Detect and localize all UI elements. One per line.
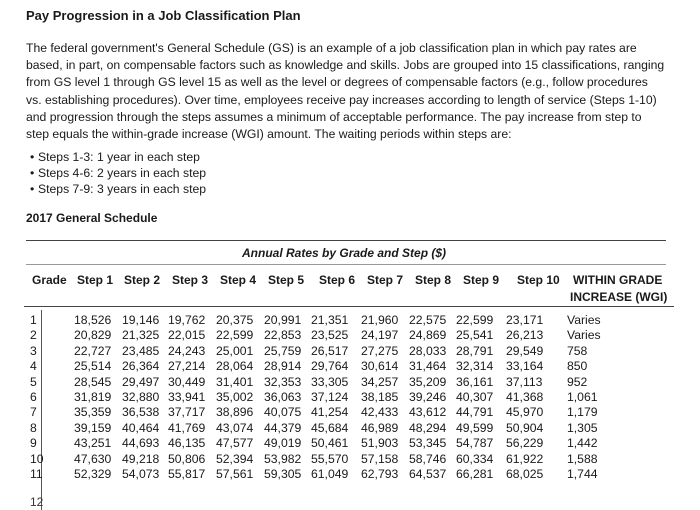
- header-grade: Grade: [32, 273, 67, 287]
- step-cell: 43,612: [409, 405, 447, 420]
- step-cell: 23,485: [122, 343, 160, 358]
- step-cell: 50,806: [168, 451, 206, 466]
- table-row: [0, 390, 700, 405]
- cutoff-row: [0, 495, 700, 510]
- wgi-cell: 1,305: [567, 420, 598, 435]
- step-cell: 26,517: [311, 343, 349, 358]
- step-cell: 28,545: [74, 374, 112, 389]
- step-cell: 24,243: [168, 343, 206, 358]
- divider: [24, 306, 674, 307]
- step-cell: 37,113: [506, 374, 543, 389]
- step-cell: 28,064: [216, 359, 254, 374]
- bullet-icon: •: [30, 182, 35, 197]
- step-cell: 33,305: [311, 374, 349, 389]
- step-cell: 22,015: [168, 328, 206, 343]
- step-cell: 52,394: [216, 451, 254, 466]
- bullet-icon: •: [30, 150, 35, 165]
- grade-cell: 5: [30, 374, 37, 389]
- step-cell: 25,541: [456, 328, 494, 343]
- header-step-2: Step 2: [124, 273, 161, 287]
- step-cell: 27,214: [168, 359, 206, 374]
- step-cell: 61,049: [311, 467, 349, 481]
- step-cell: 47,577: [216, 436, 254, 451]
- step-cell: 42,433: [361, 405, 399, 420]
- header-step-7: Step 7: [367, 273, 404, 287]
- step-cell: 49,599: [456, 420, 494, 435]
- step-cell: 44,379: [264, 420, 302, 435]
- step-cell: 20,991: [264, 313, 302, 327]
- step-cell: 68,025: [506, 467, 544, 481]
- wgi-cell: Varies: [567, 328, 601, 343]
- step-cell: 25,001: [216, 343, 254, 358]
- step-cell: 24,197: [361, 328, 399, 343]
- step-cell: 28,914: [264, 359, 302, 374]
- step-cell: 46,989: [361, 420, 399, 435]
- step-cell: 32,880: [122, 390, 160, 404]
- step-cell: 35,002: [216, 390, 254, 404]
- step-cell: 32,353: [264, 374, 302, 389]
- step-cell: 26,213: [506, 328, 544, 343]
- step-cell: 26,364: [122, 359, 160, 374]
- wgi-cell: 1,442: [567, 436, 598, 451]
- step-cell: 27,275: [361, 343, 399, 358]
- step-cell: 50,461: [311, 436, 349, 451]
- grade-cell: 1: [30, 313, 37, 327]
- divider: [26, 264, 666, 265]
- wgi-cell: 1,744: [567, 467, 598, 481]
- step-cell: 44,693: [122, 436, 160, 451]
- step-cell: 31,401: [216, 374, 254, 389]
- table-row: [0, 421, 700, 436]
- step-cell: 21,351: [311, 313, 349, 327]
- table-row: [0, 359, 700, 374]
- step-cell: 53,982: [264, 451, 302, 466]
- step-cell: 19,146: [122, 313, 160, 327]
- grade-cell: 8: [30, 420, 37, 435]
- step-cell: 30,614: [361, 359, 399, 374]
- step-cell: 49,019: [264, 436, 302, 451]
- step-cell: 57,158: [361, 451, 399, 466]
- table-row: [0, 405, 700, 420]
- header-wgi: WITHIN GRADE: [573, 273, 663, 287]
- step-cell: 41,769: [168, 420, 206, 435]
- step-cell: 51,903: [361, 436, 399, 451]
- step-cell: 66,281: [456, 467, 494, 481]
- step-cell: 39,246: [409, 390, 447, 404]
- grade-cell: 11: [30, 467, 43, 481]
- step-cell: 20,375: [216, 313, 254, 327]
- step-cell: 25,759: [264, 343, 302, 358]
- step-cell: 43,251: [74, 436, 112, 451]
- list-item: [26, 181, 674, 197]
- header-wgi-line2: INCREASE (WGI): [570, 290, 668, 304]
- table-row: [0, 313, 700, 328]
- step-cell: 54,073: [122, 467, 160, 481]
- header-step-9: Step 9: [463, 273, 500, 287]
- step-cell: 37,124: [311, 390, 349, 404]
- step-cell: 35,359: [74, 405, 112, 420]
- step-cell: 45,970: [506, 405, 544, 420]
- header-step-8: Step 8: [415, 273, 452, 287]
- step-cell: 23,525: [311, 328, 349, 343]
- step-cell: 21,960: [361, 313, 399, 327]
- step-cell: 29,764: [311, 359, 349, 374]
- step-cell: 23,171: [506, 313, 544, 327]
- header-step-6: Step 6: [319, 273, 356, 287]
- wgi-cell: 850: [567, 359, 588, 374]
- step-cell: 52,329: [74, 467, 112, 481]
- step-cell: 38,896: [216, 405, 254, 420]
- cutoff-grade: 12: [30, 495, 44, 509]
- step-cell: 55,570: [311, 451, 349, 466]
- step-cell: 34,257: [361, 374, 399, 389]
- grade-cell: 2: [30, 328, 37, 343]
- grade-cell: 10: [30, 451, 44, 466]
- step-cell: 32,314: [456, 359, 494, 374]
- wgi-cell: 1,061: [567, 390, 598, 404]
- step-cell: 60,334: [456, 451, 494, 466]
- step-cell: 46,135: [168, 436, 206, 451]
- step-cell: 36,161: [456, 374, 494, 389]
- list-item-text: Steps 7-9: 3 years in each step: [38, 182, 207, 197]
- step-cell: 58,746: [409, 451, 447, 466]
- header-step-5: Step 5: [268, 273, 305, 287]
- waiting-period-list: [26, 149, 674, 197]
- step-cell: 28,033: [409, 343, 447, 358]
- step-cell: 40,464: [122, 420, 160, 435]
- step-cell: 62,793: [361, 467, 399, 481]
- step-cell: 53,345: [409, 436, 447, 451]
- step-cell: 54,787: [456, 436, 494, 451]
- step-cell: 64,537: [409, 467, 447, 481]
- step-cell: 31,819: [74, 390, 112, 404]
- step-cell: 20,829: [74, 328, 112, 343]
- table-row: [0, 467, 700, 482]
- header-step-1: Step 1: [77, 273, 114, 287]
- step-cell: 22,853: [264, 328, 302, 343]
- intro-paragraph: The federal government's General Schedule (GS) is an example of a job classification plan in which pay rates are based, in part, on compensable factors such as knowledge and skills. Jobs are grouped into 15 classifications, ranging from GS level 1 through GS level 15 as well as the level or degrees of compensable factors (e.g., follow procedures vs. establishing procedures). Over time, employees receive pay increases according to length of service (Steps 1-10) and progression through the steps assumes a minimum of acceptable performance. The pay increase from step to step equals the within-grade increase (WGI) amount. The waiting periods within steps are:: [26, 41, 665, 142]
- step-cell: 25,514: [74, 359, 112, 374]
- grade-cell: 7: [30, 405, 37, 420]
- step-cell: 28,791: [456, 343, 494, 358]
- annual-rates-label: Annual Rates by Grade and Step ($): [242, 246, 447, 260]
- step-cell: 49,218: [122, 451, 160, 466]
- list-item-text: Steps 4-6: 2 years in each step: [38, 166, 207, 181]
- grade-cell: 4: [30, 359, 37, 374]
- step-cell: 37,717: [168, 405, 206, 420]
- header-step-10: Step 10: [517, 273, 560, 287]
- step-cell: 56,229: [506, 436, 544, 451]
- step-cell: 21,325: [122, 328, 160, 343]
- step-cell: 40,307: [456, 390, 494, 404]
- step-cell: 43,074: [216, 420, 254, 435]
- wgi-cell: 1,588: [567, 451, 598, 466]
- step-cell: 22,599: [456, 313, 494, 327]
- list-item: [26, 165, 674, 181]
- step-cell: 57,561: [216, 467, 254, 481]
- step-cell: 47,630: [74, 451, 112, 466]
- grade-cell: 3: [30, 343, 37, 358]
- step-cell: 33,941: [168, 390, 206, 404]
- header-step-4: Step 4: [220, 273, 257, 287]
- step-cell: 38,185: [361, 390, 399, 404]
- bullet-icon: •: [30, 166, 35, 181]
- grade-cell: 9: [30, 436, 37, 451]
- schedule-title: 2017 General Schedule: [26, 211, 158, 226]
- step-cell: 33,164: [506, 359, 544, 374]
- step-cell: 22,727: [74, 343, 112, 358]
- step-cell: 59,305: [264, 467, 302, 481]
- step-cell: 22,575: [409, 313, 447, 327]
- wgi-cell: Varies: [567, 313, 601, 327]
- step-cell: 29,497: [122, 374, 160, 389]
- step-cell: 41,368: [506, 390, 544, 404]
- wgi-cell: 758: [567, 343, 588, 358]
- wgi-cell: 952: [567, 374, 588, 389]
- step-cell: 31,464: [409, 359, 447, 374]
- table-row: [0, 452, 700, 467]
- step-cell: 19,762: [168, 313, 206, 327]
- table-row: [0, 436, 700, 451]
- step-cell: 18,526: [74, 313, 112, 327]
- wgi-cell: 1,179: [567, 405, 598, 420]
- step-cell: 50,904: [506, 420, 544, 435]
- divider: [26, 240, 666, 241]
- step-cell: 36,538: [122, 405, 160, 420]
- step-cell: 48,294: [409, 420, 447, 435]
- step-cell: 22,599: [216, 328, 254, 343]
- table-row: [0, 375, 700, 390]
- list-item-text: Steps 1-3: 1 year in each step: [38, 150, 200, 165]
- step-cell: 40,075: [264, 405, 302, 420]
- step-cell: 45,684: [311, 420, 349, 435]
- step-cell: 36,063: [264, 390, 302, 404]
- step-cell: 41,254: [311, 405, 349, 420]
- step-cell: 39,159: [74, 420, 112, 435]
- step-cell: 35,209: [409, 374, 447, 389]
- step-cell: 55,817: [168, 467, 206, 481]
- page-title: Pay Progression in a Job Classification Plan: [26, 8, 301, 23]
- table-row: [0, 328, 700, 343]
- step-cell: 30,449: [168, 374, 206, 389]
- step-cell: 44,791: [456, 405, 494, 420]
- list-item: [26, 149, 674, 165]
- step-cell: 29,549: [506, 343, 544, 358]
- table-row: [0, 344, 700, 359]
- grade-cell: 6: [30, 390, 37, 404]
- step-cell: 24,869: [409, 328, 447, 343]
- header-step-3: Step 3: [172, 273, 209, 287]
- step-cell: 61,922: [506, 451, 544, 466]
